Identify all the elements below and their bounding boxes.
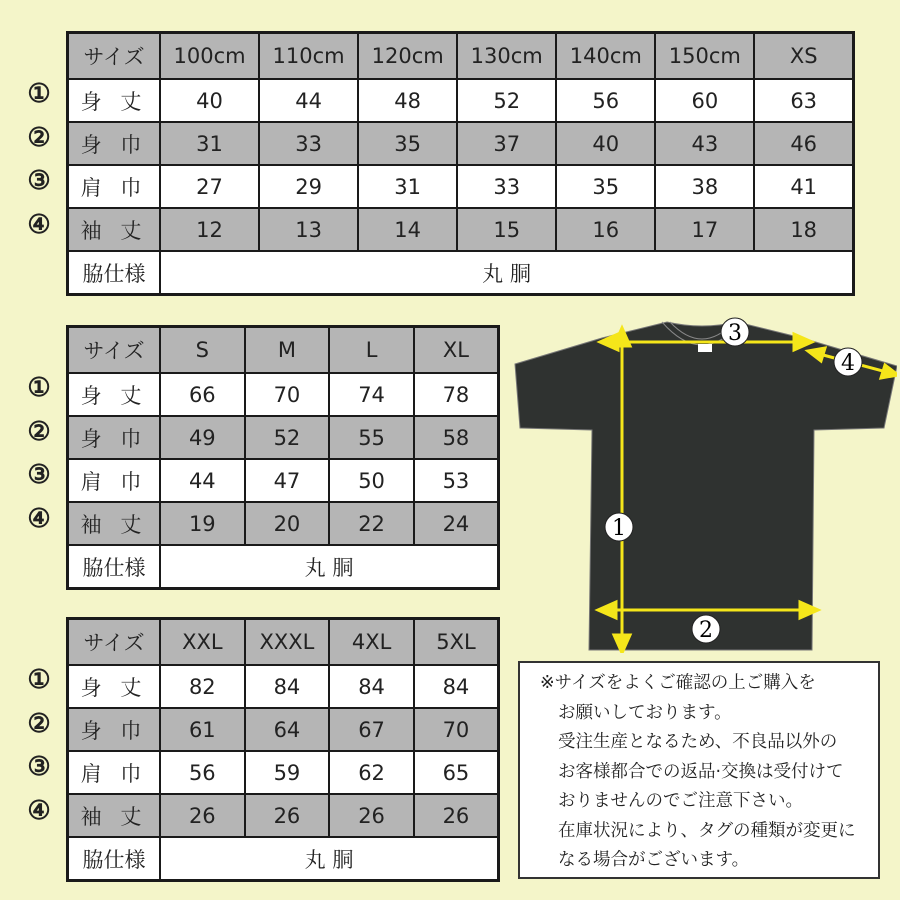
table-row: [68, 751, 499, 794]
header-label: サイズ: [68, 619, 161, 666]
table-cell: 15: [457, 208, 556, 251]
table-cell: 31: [160, 122, 259, 165]
table-row: [68, 502, 499, 545]
table-cell: 19: [160, 502, 245, 545]
table-row: [68, 122, 854, 165]
size-table-3: [66, 617, 500, 882]
row-label: 脇仕様: [68, 837, 161, 881]
table-cell: 56: [160, 751, 245, 794]
table-cell: 46: [754, 122, 853, 165]
table-cell: 84: [245, 665, 330, 708]
label-3: 3: [728, 321, 742, 346]
table-cell: 38: [655, 165, 754, 208]
table-cell: 61: [160, 708, 245, 751]
side-spec-value: 丸 胴: [160, 837, 499, 881]
side-spec-value: 丸 胴: [160, 251, 854, 295]
note-line: ※サイズをよくご確認の上ご購入を: [540, 673, 816, 693]
label-1: 1: [612, 516, 626, 541]
size-header: 140cm: [556, 33, 655, 80]
size-header: XXL: [160, 619, 245, 666]
side-spec-row: [68, 251, 854, 295]
table-row: [68, 165, 854, 208]
row-marker-3: ③: [27, 166, 51, 196]
header-row: [68, 33, 854, 80]
table-cell: 16: [556, 208, 655, 251]
table-cell: 41: [754, 165, 853, 208]
note-line: 在庫状況により、タグの種類が変更に: [558, 820, 856, 841]
row-label: 袖 丈: [68, 794, 161, 837]
row-label: 肩 巾: [68, 459, 161, 502]
table-cell: 70: [414, 708, 499, 751]
row-label: 身 巾: [68, 708, 161, 751]
table-cell: 55: [329, 416, 414, 459]
table-cell: 64: [245, 708, 330, 751]
table-cell: 29: [259, 165, 358, 208]
row-label: 肩 巾: [68, 751, 161, 794]
table-cell: 26: [160, 794, 245, 837]
table-cell: 58: [414, 416, 499, 459]
size-header: S: [160, 327, 245, 374]
table-cell: 31: [358, 165, 457, 208]
size-header: 130cm: [457, 33, 556, 80]
size-table-2: [66, 325, 500, 590]
header-label: サイズ: [68, 327, 161, 374]
header-row: [68, 327, 499, 374]
table-cell: 52: [245, 416, 330, 459]
row-label: 身 丈: [68, 665, 161, 708]
size-header: M: [245, 327, 330, 374]
table-row: [68, 208, 854, 251]
label-4: 4: [841, 351, 855, 376]
table-cell: 48: [358, 79, 457, 122]
table-cell: 44: [160, 459, 245, 502]
table-cell: 78: [414, 373, 499, 416]
header-label: サイズ: [68, 33, 161, 80]
table-row: [68, 459, 499, 502]
table-cell: 63: [754, 79, 853, 122]
table-cell: 14: [358, 208, 457, 251]
table-row: [68, 373, 499, 416]
table-cell: 59: [245, 751, 330, 794]
notes-box: [518, 661, 880, 879]
table-cell: 56: [556, 79, 655, 122]
table-cell: 17: [655, 208, 754, 251]
tag-icon: [698, 344, 712, 352]
row-marker-2: ②: [27, 122, 51, 153]
table-cell: 84: [329, 665, 414, 708]
row-label: 肩 巾: [68, 165, 161, 208]
side-spec-row: [68, 837, 499, 881]
table-cell: 43: [655, 122, 754, 165]
table-cell: 53: [414, 459, 499, 502]
table-cell: 20: [245, 502, 330, 545]
note-line: おりませんのでご注意下さい。: [558, 791, 803, 811]
table-cell: 22: [329, 502, 414, 545]
table-cell: 70: [245, 373, 330, 416]
size-header: 150cm: [655, 33, 754, 80]
table-row: [68, 794, 499, 837]
size-header: XL: [414, 327, 499, 374]
size-header: L: [329, 327, 414, 374]
table-cell: 74: [329, 373, 414, 416]
table-cell: 26: [414, 794, 499, 837]
note-line: お客様都合での返品·交換は受付けて: [558, 761, 844, 782]
row-label: 袖 丈: [68, 208, 161, 251]
size-header: 110cm: [259, 33, 358, 80]
table-cell: 27: [160, 165, 259, 208]
row-marker-2: ②: [27, 416, 51, 447]
table-cell: 12: [160, 208, 259, 251]
table-row: [68, 79, 854, 122]
header-row: [68, 619, 499, 666]
table-cell: 60: [655, 79, 754, 122]
size-header: XS: [754, 33, 853, 80]
row-marker-1: ①: [27, 79, 51, 109]
table-cell: 18: [754, 208, 853, 251]
table-cell: 35: [556, 165, 655, 208]
table-cell: 35: [358, 122, 457, 165]
row-label: 身 巾: [68, 122, 161, 165]
table-cell: 40: [556, 122, 655, 165]
table-cell: 66: [160, 373, 245, 416]
row-marker-4: ④: [27, 795, 51, 826]
table-cell: 65: [414, 751, 499, 794]
table-cell: 33: [259, 122, 358, 165]
row-label: 脇仕様: [68, 251, 161, 295]
side-spec-value: 丸 胴: [160, 545, 499, 589]
row-label: 身 丈: [68, 373, 161, 416]
table-cell: 49: [160, 416, 245, 459]
side-spec-row: [68, 545, 499, 589]
size-header: 4XL: [329, 619, 414, 666]
row-label: 脇仕様: [68, 545, 161, 589]
row-label: 袖 丈: [68, 502, 161, 545]
table-cell: 44: [259, 79, 358, 122]
table-cell: 47: [245, 459, 330, 502]
row-label: 身 巾: [68, 416, 161, 459]
label-2: 2: [699, 618, 713, 643]
row-marker-4: ④: [27, 209, 51, 240]
row-marker-3: ③: [27, 752, 51, 782]
table-row: [68, 416, 499, 459]
table-cell: 24: [414, 502, 499, 545]
note-line: 受注生産となるため、不良品以外の: [558, 732, 838, 752]
table-cell: 33: [457, 165, 556, 208]
table-cell: 37: [457, 122, 556, 165]
table-cell: 62: [329, 751, 414, 794]
table-cell: 26: [245, 794, 330, 837]
note-line: お願いしております。: [558, 702, 732, 723]
table-cell: 82: [160, 665, 245, 708]
table-row: [68, 708, 499, 751]
table-cell: 13: [259, 208, 358, 251]
table-cell: 67: [329, 708, 414, 751]
table-cell: 84: [414, 665, 499, 708]
row-marker-1: ①: [27, 373, 51, 403]
row-label: 身 丈: [68, 79, 161, 122]
size-header: 5XL: [414, 619, 499, 666]
table-cell: 52: [457, 79, 556, 122]
table-cell: 26: [329, 794, 414, 837]
table-cell: 40: [160, 79, 259, 122]
row-marker-2: ②: [27, 708, 51, 739]
table-cell: 50: [329, 459, 414, 502]
row-marker-3: ③: [27, 460, 51, 490]
row-marker-4: ④: [27, 503, 51, 534]
row-marker-1: ①: [27, 665, 51, 695]
size-header: 120cm: [358, 33, 457, 80]
tshirt-diagram: [512, 308, 897, 653]
table-row: [68, 665, 499, 708]
size-header: XXXL: [245, 619, 330, 666]
note-line: なる場合がございます。: [558, 850, 750, 870]
size-table-1: [66, 31, 855, 296]
size-header: 100cm: [160, 33, 259, 80]
